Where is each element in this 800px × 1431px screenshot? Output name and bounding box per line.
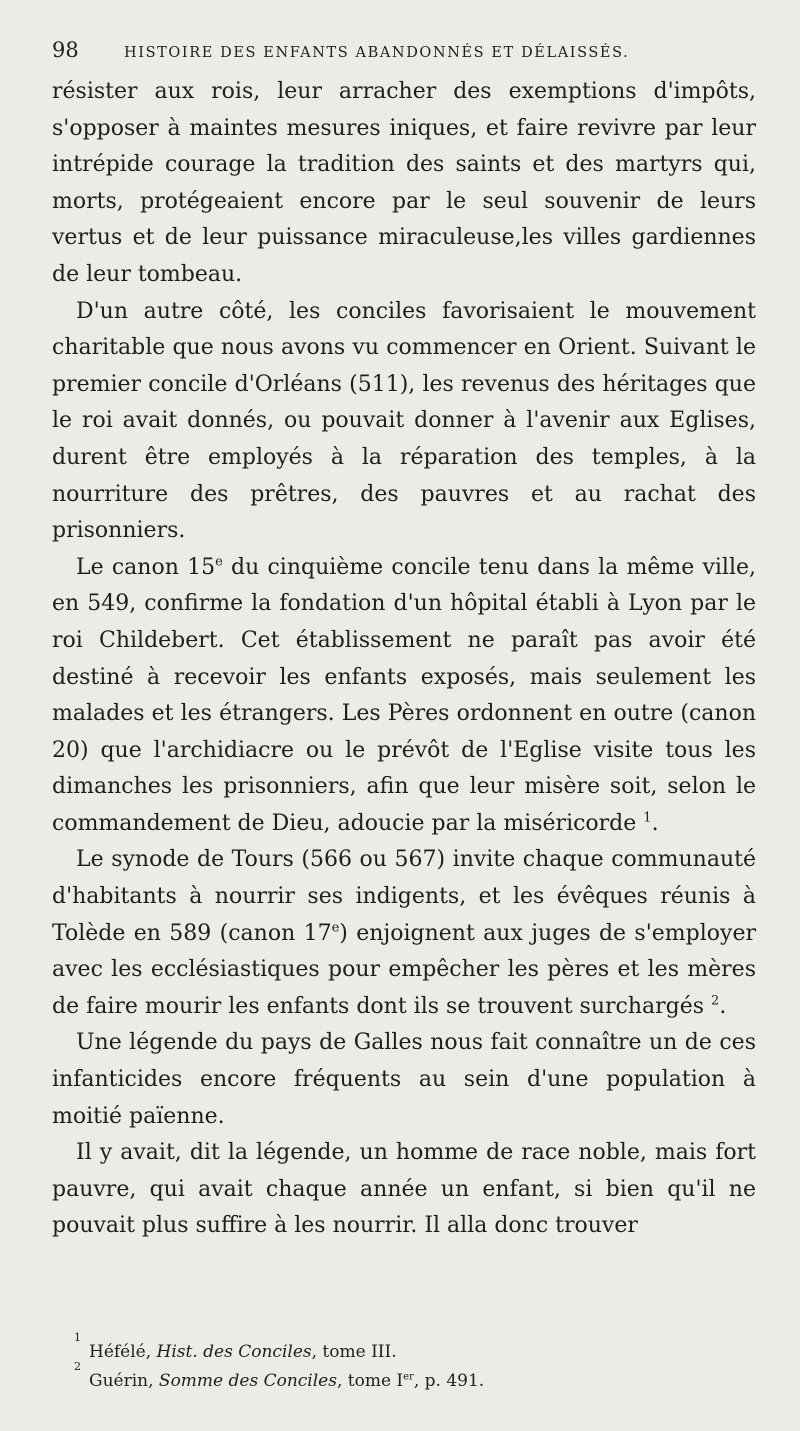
paragraph-4-end: . bbox=[719, 993, 727, 1019]
footnote-mark: 2 bbox=[74, 1360, 81, 1373]
footnote-rest: , tome I bbox=[336, 1371, 404, 1391]
footnote-2 bbox=[52, 1360, 756, 1396]
paragraph-2: D'un autre côté, les conciles favorisaient le mouvement charitable que nous avons vu commencer en Orient. Suivant le premier concile d'Orléans (511), les revenus des héritages que le roi avait donnés, ou pouvait donner à l'avenir aux Eglises, durent être employés à la réparation des temples, à la nourriture des prêtres, des pauvres et au rachat des prisonniers. bbox=[52, 298, 756, 544]
footnote-1 bbox=[52, 1331, 756, 1367]
footnote-title: Hist. des Conciles bbox=[156, 1342, 312, 1362]
footnote-author: Guérin, bbox=[89, 1371, 159, 1391]
footnote-rest: , p. 491. bbox=[413, 1371, 485, 1391]
paragraph-3-start: Le canon 15 bbox=[76, 554, 216, 580]
paragraph-4 bbox=[52, 842, 756, 1025]
running-title: HISTOIRE DES ENFANTS ABANDONNÉS ET DÉLAISSÉS. bbox=[124, 45, 630, 61]
footnote-mark: 1 bbox=[74, 1331, 81, 1344]
footnote-ref-2[interactable]: 2 bbox=[711, 993, 720, 1009]
ordinal-suffix: er bbox=[403, 1371, 414, 1383]
paragraph-3-text: du cinquième concile tenu dans la même ville, en 549, confirme la fondation d'un hôpital établi à Lyon par le roi Childebert. Cet établissement ne paraît pas avoir été destiné à recevoir les enfants exposés, mais seulement les malades et les étrangers. Les Pères ordonnent en outre (canon 20) que l'archidiacre ou le prévôt de l'Eglise visite tous les dimanches les prisonniers, afin que leur misère soit, selon le commandement de Dieu, adoucie par la miséricorde bbox=[52, 554, 756, 836]
paragraph-4-text-a: Le synode de Tours (566 ou 567) invite chaque communauté d'habitants à nourrir ses indigents, et les évêques réunis à Tolède en 589 (canon 17 bbox=[52, 847, 756, 946]
footnotes bbox=[52, 1331, 756, 1396]
paragraph-5: Une légende du pays de Galles nous fait connaître un de ces infanticides encore fréquents au sein d'une population à moitié païenne. bbox=[52, 1030, 756, 1129]
footnote-text bbox=[89, 1338, 397, 1367]
page-number: 98 bbox=[52, 38, 79, 62]
ordinal-suffix: e bbox=[331, 920, 340, 936]
footnote-author: Héfélé, bbox=[89, 1342, 157, 1362]
running-head bbox=[52, 38, 756, 70]
paragraph-3 bbox=[52, 550, 756, 843]
paragraph-4-text-b: ) enjoignent aux juges de s'employer avec les ecclésiastiques pour empêcher les pères et les mères de faire mourir les enfants dont ils se trouvent surchargés bbox=[52, 920, 756, 1019]
paragraph-3-end: . bbox=[651, 810, 659, 836]
paragraph-6: Il y avait, dit la légende, un homme de race noble, mais fort pauvre, qui avait chaque année un enfant, si bien qu'il ne pouvait plus suffire à les nourrir. Il alla donc trouver bbox=[52, 1140, 756, 1239]
footnote-rest: , tome III. bbox=[311, 1342, 397, 1362]
body-text bbox=[52, 74, 756, 1245]
footnote-ref-1[interactable]: 1 bbox=[643, 810, 652, 826]
footnote-text bbox=[89, 1367, 484, 1396]
footnote-title: Somme des Conciles bbox=[158, 1371, 337, 1391]
ordinal-suffix: e bbox=[215, 554, 223, 570]
paragraph-1: résister aux rois, leur arracher des exemptions d'impôts, s'opposer à maintes mesures iniques, et faire revivre par leur intrépide courage la tradition des saints et des martyrs qui, morts, protégeaient encore par le seul souvenir de leurs vertus et de leur puissance miraculeuse,les villes gardiennes de leur tombeau. bbox=[52, 79, 756, 287]
